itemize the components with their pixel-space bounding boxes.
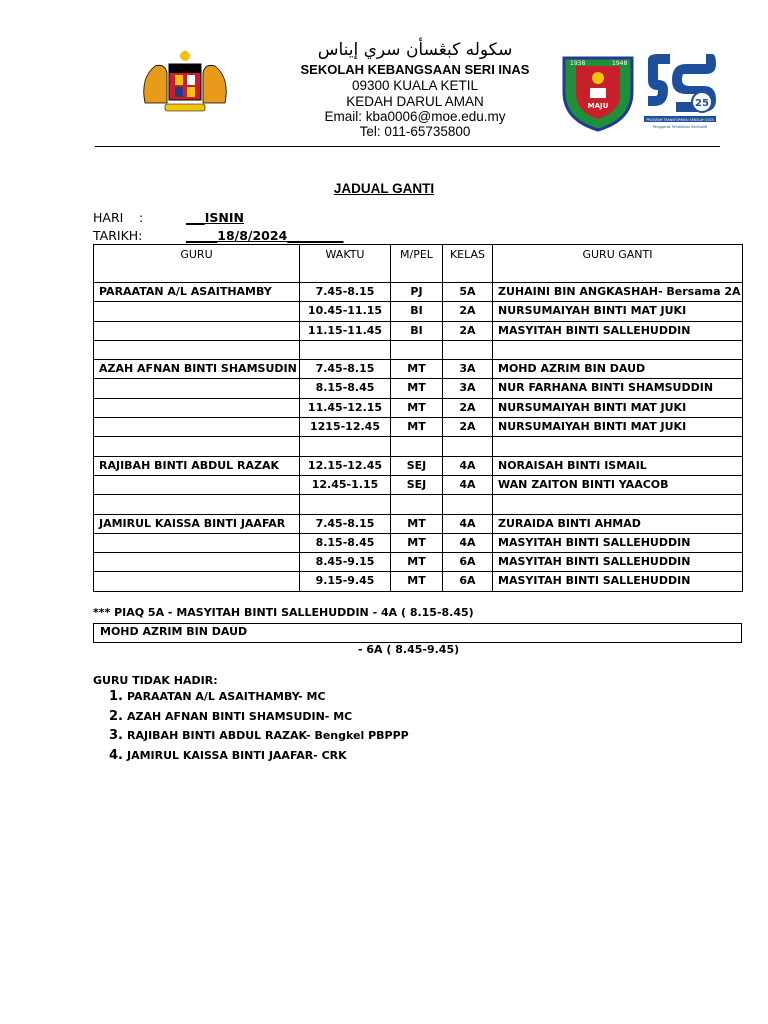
cell-guru-ganti: MASYITAH BINTI SALLEHUDDIN <box>493 321 743 340</box>
list-item-text: PARAATAN A/L ASAITHAMBY- MC <box>127 690 326 703</box>
table-row <box>94 321 743 340</box>
cell-guru: AZAH AFNAN BINTI SHAMSUDIN <box>94 360 300 379</box>
cell-waktu: 8.45-9.15 <box>300 553 391 572</box>
cell-guru <box>94 321 300 340</box>
list-item-text: RAJIBAH BINTI ABDUL RAZAK- Bengkel PBPPP <box>127 729 409 742</box>
cell-guru <box>94 437 300 456</box>
cell-waktu: 1215-12.45 <box>300 418 391 437</box>
list-item <box>101 728 409 748</box>
table-row <box>94 456 743 475</box>
tarikh-value: _____18/8/2024_________ <box>186 228 344 243</box>
cell-guru <box>94 379 300 398</box>
cell-kelas: 4A <box>443 456 493 475</box>
hari-label: HARI <box>93 210 124 225</box>
cell-guru <box>94 418 300 437</box>
cell-mpel: MT <box>391 418 443 437</box>
cell-guru <box>94 302 300 321</box>
cell-mpel: SEJ <box>391 456 443 475</box>
cell-mpel: BI <box>391 302 443 321</box>
cell-kelas: 3A <box>443 360 493 379</box>
table-row <box>94 283 743 302</box>
list-item-number: 3. <box>109 728 123 743</box>
cell-waktu: 11.45-12.15 <box>300 398 391 417</box>
cell-guru-ganti: NORAISAH BINTI ISMAIL <box>493 456 743 475</box>
table-row <box>94 437 743 456</box>
table-row <box>94 360 743 379</box>
table-row <box>94 418 743 437</box>
cell-mpel: SEJ <box>391 475 443 494</box>
table-row <box>94 572 743 591</box>
ts25-caption-1: PROGRAM TRANSFORMASI SEKOLAH 2025 <box>646 118 714 122</box>
list-item <box>101 748 409 768</box>
cell-kelas: 2A <box>443 302 493 321</box>
absent-list <box>93 689 409 767</box>
email-line: Email: kba0006@moe.edu.my <box>324 109 506 124</box>
cell-mpel: MT <box>391 533 443 552</box>
cell-guru-ganti <box>493 495 743 514</box>
badge-year-right: 1948 <box>612 60 628 67</box>
cell-waktu: 11.15-11.45 <box>300 321 391 340</box>
cell-mpel: PJ <box>391 283 443 302</box>
cell-guru <box>94 495 300 514</box>
cell-guru-ganti: MASYITAH BINTI SALLEHUDDIN <box>493 553 743 572</box>
cell-waktu <box>300 437 391 456</box>
address-line-1: 09300 KUALA KETIL <box>351 78 479 93</box>
cell-guru <box>94 572 300 591</box>
cell-kelas <box>443 340 493 359</box>
cell-waktu: 12.15-12.45 <box>300 456 391 475</box>
cell-guru-ganti <box>493 437 743 456</box>
cell-kelas: 4A <box>443 514 493 533</box>
list-item-text: AZAH AFNAN BINTI SHAMSUDIN- MC <box>127 709 353 723</box>
cell-guru <box>94 475 300 494</box>
badge-motto: MAJU <box>587 102 609 110</box>
piaq-second-line: - 6A ( 8.45-9.45) <box>358 643 460 656</box>
cell-guru-ganti: MASYITAH BINTI SALLEHUDDIN <box>493 572 743 591</box>
cell-guru <box>94 340 300 359</box>
ts25-caption-2: Penggerak Pendidikan Berkualiti <box>652 125 708 129</box>
table-row <box>94 553 743 572</box>
cell-mpel: MT <box>391 379 443 398</box>
table-row <box>94 533 743 552</box>
cell-mpel: MT <box>391 360 443 379</box>
tel-line: Tel: 011-65735800 <box>359 124 471 139</box>
cell-waktu: 8.15-8.45 <box>300 379 391 398</box>
cell-guru-ganti: NURSUMAIYAH BINTI MAT JUKI <box>493 302 743 321</box>
cell-guru: PARAATAN A/L ASAITHAMBY <box>94 283 300 302</box>
list-item <box>101 689 409 709</box>
list-item-number: 4. <box>109 747 123 763</box>
hari-colon: : <box>139 210 144 225</box>
table-row <box>94 340 743 359</box>
piaq-note: *** PIAQ 5A - MASYITAH BINTI SALLEHUDDIN - 4A ( 8.15-8.45) <box>93 606 474 619</box>
list-item-number: 2. <box>109 708 123 724</box>
header-waktu: WAKTU <box>300 245 391 283</box>
table-row <box>94 302 743 321</box>
cell-waktu: 12.45-1.15 <box>300 475 391 494</box>
cell-kelas: 4A <box>443 475 493 494</box>
table-header-row <box>94 245 743 283</box>
cell-kelas: 6A <box>443 553 493 572</box>
cell-guru-ganti: ZUHAINI BIN ANGKASHAH- Bersama 2A <box>493 283 743 302</box>
header-kelas: KELAS <box>443 245 493 283</box>
cell-mpel <box>391 340 443 359</box>
cell-guru <box>94 533 300 552</box>
table-row <box>94 379 743 398</box>
cell-guru-ganti: ZURAIDA BINTI AHMAD <box>493 514 743 533</box>
table-row <box>94 398 743 417</box>
cell-mpel <box>391 495 443 514</box>
cell-guru-ganti: NUR FARHANA BINTI SHAMSUDDIN <box>493 379 743 398</box>
table-row <box>94 514 743 533</box>
cell-mpel: MT <box>391 572 443 591</box>
header-divider <box>95 146 720 147</box>
cell-kelas: 2A <box>443 398 493 417</box>
absent-section <box>93 674 409 767</box>
cell-mpel <box>391 437 443 456</box>
cell-guru <box>94 553 300 572</box>
list-item-text: JAMIRUL KAISSA BINTI JAAFAR- CRK <box>127 748 347 762</box>
piaq-box <box>93 623 742 643</box>
list-item <box>101 709 409 729</box>
malaysia-crest-logo <box>135 48 235 118</box>
cell-kelas: 5A <box>443 283 493 302</box>
school-badge-logo <box>556 52 640 132</box>
cell-waktu <box>300 340 391 359</box>
cell-kelas: 4A <box>443 533 493 552</box>
tarikh-label: TARIKH: <box>93 228 143 243</box>
cell-kelas: 2A <box>443 418 493 437</box>
header-guru: GURU <box>94 245 300 283</box>
cell-kelas: 6A <box>443 572 493 591</box>
badge-year-left: 1938 <box>570 60 586 67</box>
cell-guru: JAMIRUL KAISSA BINTI JAAFAR <box>94 514 300 533</box>
cell-kelas: 3A <box>443 379 493 398</box>
cell-waktu: 10.45-11.15 <box>300 302 391 321</box>
cell-waktu: 9.15-9.45 <box>300 572 391 591</box>
cell-kelas <box>443 437 493 456</box>
cell-kelas <box>443 495 493 514</box>
cell-guru-ganti: NURSUMAIYAH BINTI MAT JUKI <box>493 398 743 417</box>
cell-mpel: MT <box>391 398 443 417</box>
cell-guru-ganti: WAN ZAITON BINTI YAACOB <box>493 475 743 494</box>
cell-waktu: 7.45-8.15 <box>300 360 391 379</box>
cell-guru: RAJIBAH BINTI ABDUL RAZAK <box>94 456 300 475</box>
cell-mpel: MT <box>391 514 443 533</box>
hari-value: ___ISNIN <box>186 210 244 225</box>
address-line-2: KEDAH DARUL AMAN <box>346 94 484 109</box>
header-mpel: M/PEL <box>391 245 443 283</box>
header-guru-ganti: GURU GANTI <box>493 245 743 283</box>
cell-mpel: MT <box>391 553 443 572</box>
cell-guru-ganti: MOHD AZRIM BIN DAUD <box>493 360 743 379</box>
list-item-number: 1. <box>109 689 123 704</box>
cell-waktu: 7.45-8.15 <box>300 283 391 302</box>
page-title: JADUAL GANTI <box>333 181 435 196</box>
cell-waktu <box>300 495 391 514</box>
school-name: SEKOLAH KEBANGSAAN SERI INAS <box>300 62 530 77</box>
ts25-number: 25 <box>695 98 709 109</box>
cell-guru-ganti <box>493 340 743 359</box>
cell-guru-ganti: MASYITAH BINTI SALLEHUDDIN <box>493 533 743 552</box>
school-name-jawi: سکوله کبڠسأن سري إيناس <box>317 40 513 60</box>
cell-mpel: BI <box>391 321 443 340</box>
cell-waktu: 8.15-8.45 <box>300 533 391 552</box>
ts25-logo <box>640 50 720 132</box>
piaq-box-name: MOHD AZRIM BIN DAUD <box>100 625 248 638</box>
cell-kelas: 2A <box>443 321 493 340</box>
cell-guru <box>94 398 300 417</box>
absent-title: GURU TIDAK HADIR: <box>93 674 218 687</box>
table-row <box>94 495 743 514</box>
replacement-table <box>93 244 743 592</box>
table-row <box>94 475 743 494</box>
cell-waktu: 7.45-8.15 <box>300 514 391 533</box>
cell-guru-ganti: NURSUMAIYAH BINTI MAT JUKI <box>493 418 743 437</box>
